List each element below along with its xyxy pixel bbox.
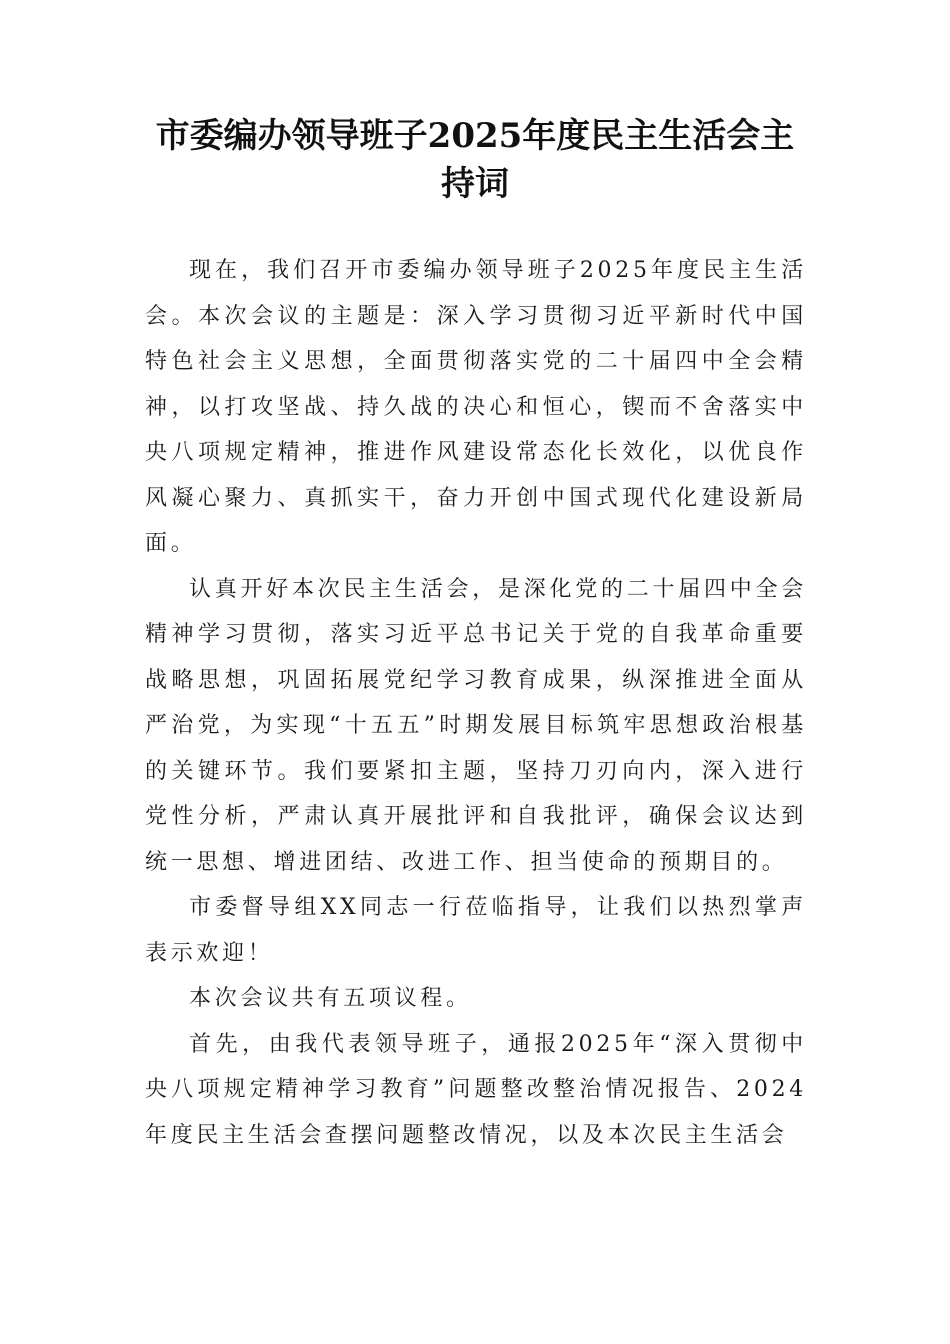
document-body [145,248,807,1158]
paragraph-3: 市委督导组XX同志一行莅临指导，让我们以热烈掌声表示欢迎！ [145,895,807,966]
paragraph-4: 本次会议共有五项议程。 [189,986,472,1011]
paragraph-2: 认真开好本次民主生活会，是深化党的二十届四中全会精神学习贯彻，落实习近平总书记关于党的自我革命重要战略思想，巩固拓展党纪学习教育成果，纵深推进全面从严治党，为实现“十五五”时期发展目标筑牢思想政治根基的关键环节。我们要紧扣主题，坚持刀刃向内，深入进行党性分析，严肃认真开展批评和自我批评，确保会议达到统一思想、增进团结、改进工作、担当使命的预期目的。 [145,576,807,875]
paragraph-1: 现在，我们召开市委编办领导班子2025年度民主生活会。本次会议的主题是：深入学习贯彻习近平新时代中国特色社会主义思想，全面贯彻落实党的二十届四中全会精神，以打攻坚战、持久战的决心和恒心，锲而不舍落实中央八项规定精神，推进作风建设常态化长效化，以优良作风凝心聚力、真抓实干，奋力开创中国式现代化建设新局面。 [145,258,807,556]
paragraph-5: 首先，由我代表领导班子，通报2025年“深入贯彻中央八项规定精神学习教育”问题整改整治情况报告、2024年度民主生活会查摆问题整改情况，以及本次民主生活会 [145,1031,807,1148]
document-title: 市委编办领导班子2025年度民主生活会主持词 [155,116,795,204]
